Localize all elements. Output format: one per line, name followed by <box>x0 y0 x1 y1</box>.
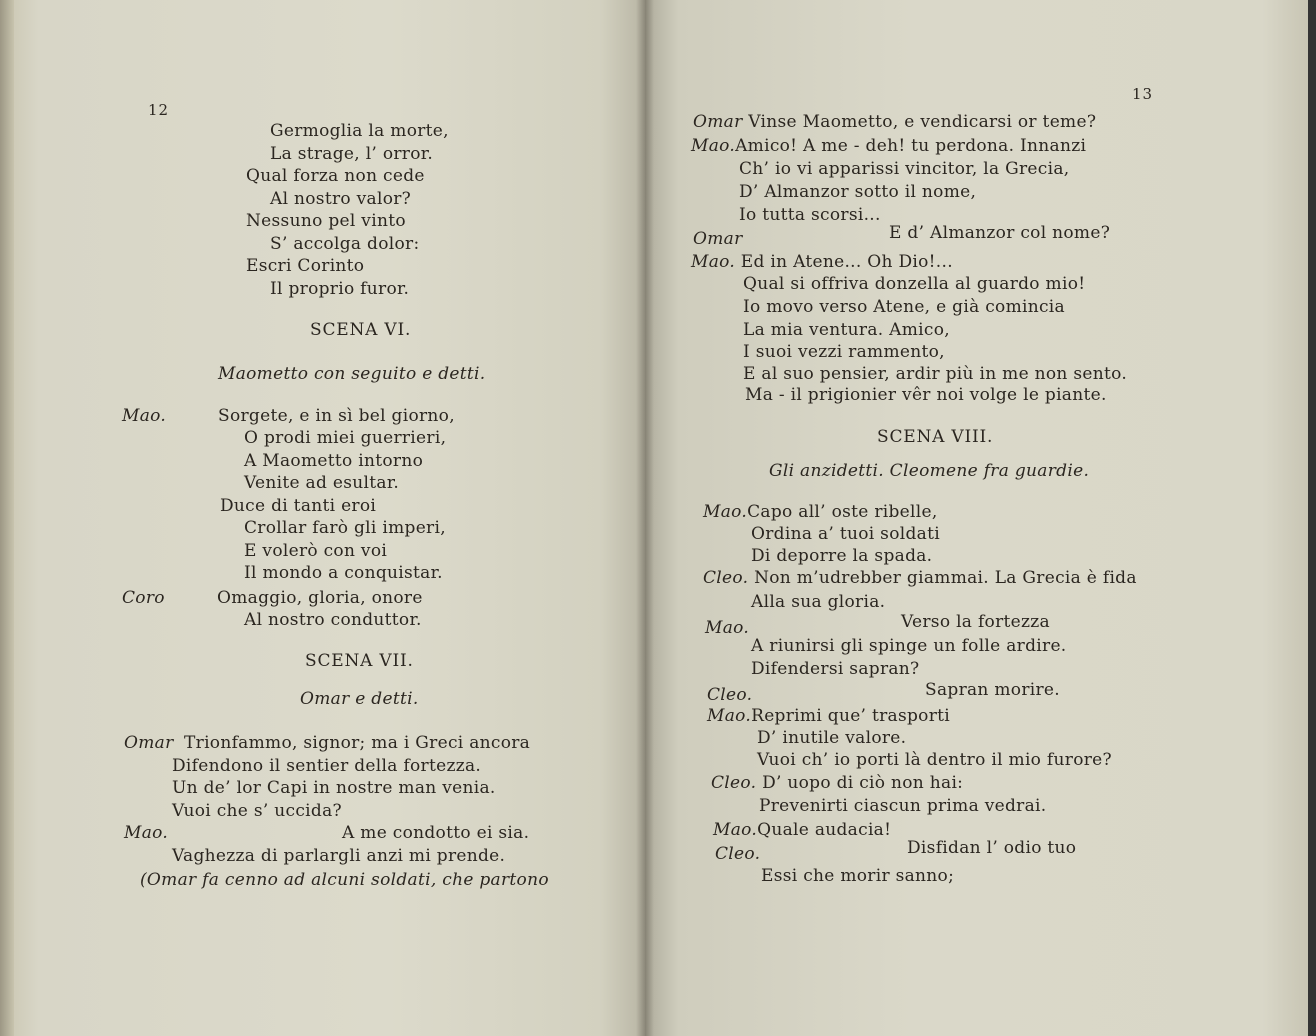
verse-line: I suoi vezzi rammento, <box>743 342 945 362</box>
speaker-label: Mao. <box>122 406 167 426</box>
verse-line: Un de’ lor Capi in nostre man venia. <box>172 778 496 798</box>
verse-line: O prodi miei guerrieri, <box>244 428 447 448</box>
verse-line: La mia ventura. Amico, <box>743 320 950 340</box>
verse-line: Ma - il prigionier vêr noi volge le piante. <box>745 385 1107 405</box>
verse-line: Duce di tanti eroi <box>220 496 377 516</box>
speaker-label: Omar <box>124 733 174 753</box>
dialogue-line <box>711 773 963 793</box>
page-number: 12 <box>148 101 170 119</box>
verse-line: Crollar farò gli imperi, <box>244 518 446 538</box>
speaker-label: Cleo. <box>703 568 749 588</box>
stage-direction: Maometto con seguito e detti. <box>218 364 486 384</box>
verse-line: Nessuno pel vinto <box>246 211 406 231</box>
speaker-label: Mao. <box>691 136 736 156</box>
verse-line: A Maometto intorno <box>244 451 424 471</box>
verse-line: Io tutta scorsi... <box>739 205 881 225</box>
verse-line: Io movo verso Atene, e già comincia <box>743 297 1065 317</box>
verse-line: Vuoi che s’ uccida? <box>172 801 342 821</box>
verse-line: Alla sua gloria. <box>751 592 886 612</box>
speaker-label: Cleo. <box>715 844 761 864</box>
dialogue-line <box>703 568 1137 588</box>
speaker-label: Mao. <box>705 618 750 638</box>
verse-text: Quale audacia! <box>757 820 892 840</box>
verse-line: E volerò con voi <box>244 541 388 561</box>
verse-text: Capo all’ oste ribelle, <box>747 502 938 522</box>
verse-text: D’ uopo di ciò non hai: <box>756 773 964 793</box>
speaker-label: Mao. <box>713 820 758 840</box>
verse-line: D’ Almanzor sotto il nome, <box>739 182 977 202</box>
verse-line: A riunirsi gli spinge un folle ardire. <box>751 636 1067 656</box>
left-page-edge <box>0 0 14 1036</box>
scene-heading: SCENA VII. <box>305 651 414 671</box>
verse-line: Il mondo a conquistar. <box>244 563 443 583</box>
verse-line: Disfidan l’ odio tuo <box>907 838 1077 858</box>
right-page <box>645 0 1316 1036</box>
verse-line: Prevenirti ciascun prima vedrai. <box>759 796 1047 816</box>
verse-line: Sapran morire. <box>925 680 1060 700</box>
speaker-label: Omar <box>693 112 743 132</box>
speaker-label: Mao. <box>703 502 748 522</box>
verse-line: Essi che morir sanno; <box>761 866 955 886</box>
verse-line: Ch’ io vi apparissi vincitor, la Grecia, <box>739 159 1070 179</box>
verse-line: Venite ad esultar. <box>244 473 400 493</box>
speaker-label: Mao. <box>691 252 736 272</box>
left-page <box>0 0 645 1036</box>
page-number: 13 <box>1132 85 1154 103</box>
scene-heading: SCENA VIII. <box>877 427 994 447</box>
verse-text: Ed in Atene... Oh Dio!... <box>735 252 953 272</box>
dialogue-line <box>693 112 1096 132</box>
verse-text: Reprimi que’ trasporti <box>751 706 950 726</box>
verse-line: Germoglia la morte, <box>270 121 449 141</box>
verse-line: Difendono il sentier della fortezza. <box>172 756 482 776</box>
verse-line: Al nostro valor? <box>270 189 412 209</box>
verse-line: Qual si offriva donzella al guardo mio! <box>743 274 1086 294</box>
speaker-label: Mao. <box>124 823 169 843</box>
verse-line: Qual forza non cede <box>246 166 425 186</box>
dialogue-line <box>703 502 938 522</box>
dialogue-line <box>691 252 953 272</box>
speaker-label: Cleo. <box>707 685 753 705</box>
speaker-label: Omar <box>693 229 743 249</box>
speaker-label: Coro <box>122 588 165 608</box>
verse-line: Al nostro conduttor. <box>244 610 422 630</box>
verse-line: Il proprio furor. <box>270 279 410 299</box>
right-page-edge <box>1308 0 1316 1036</box>
stage-direction: Omar e detti. <box>300 689 419 709</box>
dialogue-line <box>707 706 950 726</box>
verse-line: Omaggio, gloria, onore <box>217 588 423 608</box>
verse-line: Di deporre la spada. <box>751 546 933 566</box>
verse-line: S’ accolga dolor: <box>270 234 420 254</box>
dialogue-line <box>691 136 1086 156</box>
stage-direction: Gli anzidetti. Cleomene fra guardie. <box>769 461 1090 481</box>
verse-line: Escri Corinto <box>246 256 365 276</box>
scene-heading: SCENA VI. <box>310 320 412 340</box>
verse-text: Non m’udrebber giammai. La Grecia è fida <box>748 568 1137 588</box>
speaker-label: Cleo. <box>711 773 757 793</box>
speaker-label: Mao. <box>707 706 752 726</box>
verse-line: La strage, l’ orror. <box>270 144 434 164</box>
book-gutter <box>636 0 654 1036</box>
verse-line: D’ inutile valore. <box>757 728 907 748</box>
verse-line: Vaghezza di parlargli anzi mi prende. <box>172 846 506 866</box>
verse-line: Ordina a’ tuoi soldati <box>751 524 940 544</box>
verse-line: E al suo pensier, ardir più in me non sento. <box>743 364 1128 384</box>
verse-line: E d’ Almanzor col nome? <box>889 223 1111 243</box>
dialogue-line <box>713 820 891 840</box>
verse-line: Difendersi sapran? <box>751 659 920 679</box>
verse-line: Vuoi ch’ io porti là dentro il mio furore? <box>757 750 1112 770</box>
stage-direction: (Omar fa cenno ad alcuni soldati, che partono <box>140 870 549 890</box>
verse-line: Sorgete, e in sì bel giorno, <box>218 406 455 426</box>
verse-text: Amico! A me - deh! tu perdona. Innanzi <box>735 136 1087 156</box>
verse-line: Verso la fortezza <box>901 612 1050 632</box>
verse-text: Vinse Maometto, e vendicarsi or teme? <box>742 112 1097 132</box>
verse-line: Trionfammo, signor; ma i Greci ancora <box>184 733 531 753</box>
verse-line: A me condotto ei sia. <box>342 823 530 843</box>
